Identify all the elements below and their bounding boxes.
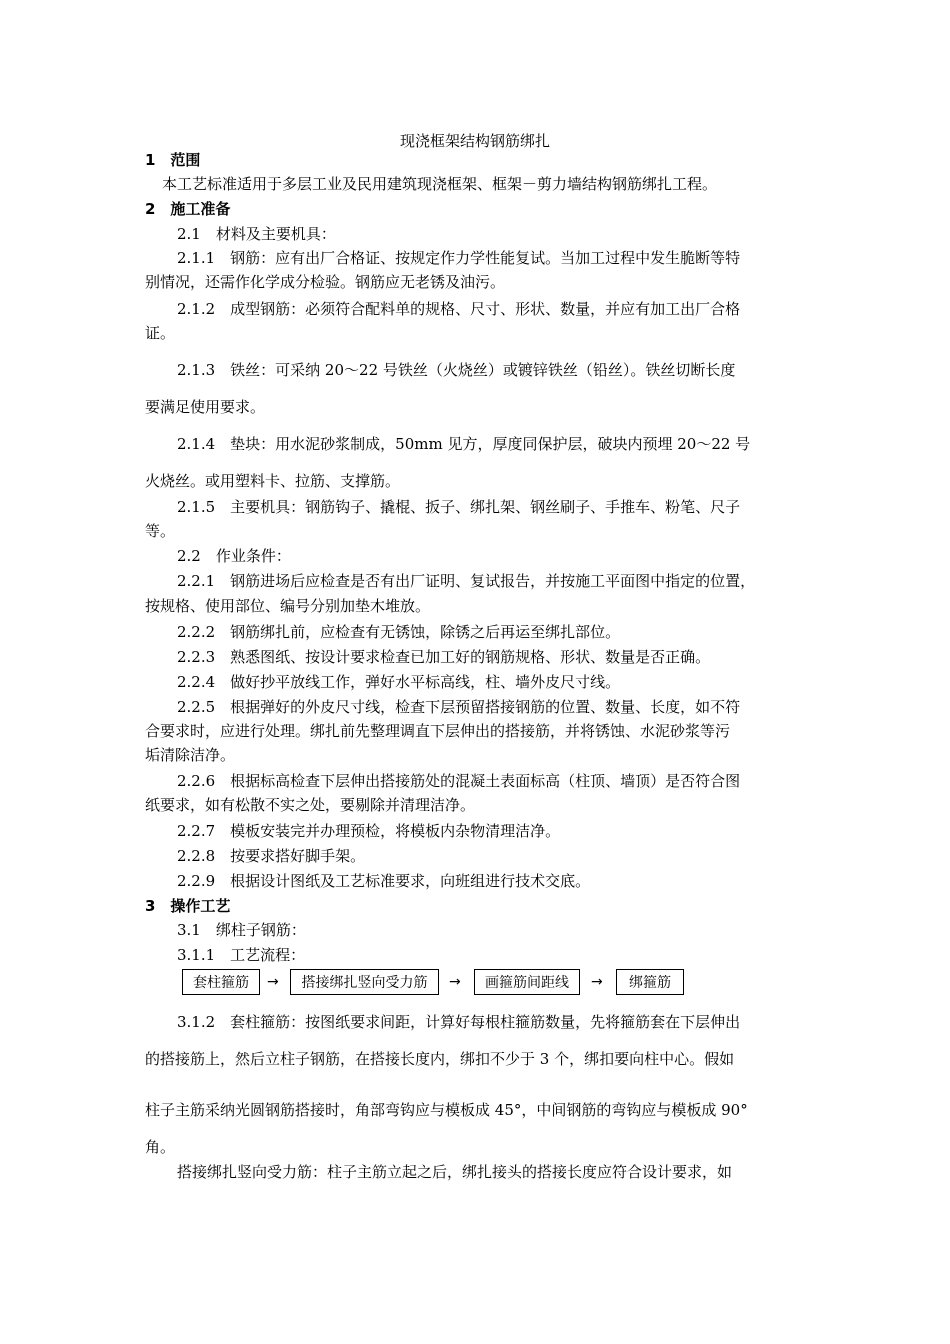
para-2-1-1-line2: 别情况，还需作化学成分检验。钢筋应无老锈及油污。 [145,273,506,291]
flow-step-2: 搭接绑扎竖向受力筋 [290,969,439,995]
flow-arrow-icon: → [267,974,279,990]
para-2-2-1-line1: 2.2.1 钢筋进场后应检查是否有出厂证明、复试报告，并按施工平面图中指定的位置， [177,572,756,590]
flow-step-3: 画箍筋间距线 [474,969,580,995]
section-2-heading: 2 施工准备 [145,200,231,218]
section-3-heading: 3 操作工艺 [145,897,231,915]
para-2-2-7: 2.2.7 模板安装完并办理预检，将模板内杂物清理洁净。 [177,822,561,840]
para-2-1-2-line1: 2.1.2 成型钢筋：必须符合配料单的规格、尺寸、形状、数量，并应有加工出厂合格 [177,300,741,318]
page-title: 现浇框架结构钢筋绑扎 [399,132,550,150]
para-3-1: 3.1 绑柱子钢筋： [177,921,306,939]
para-2-2-5-line3: 垢清除洁净。 [145,746,236,764]
para-2-2-2: 2.2.2 钢筋绑扎前，应检查有无锈蚀，除锈之后再运至绑扎部位。 [177,623,621,641]
para-2-1-2-line2: 证。 [145,324,176,342]
para-2-1-5-line2: 等。 [145,522,176,540]
para-2-1-4-line2: 火烧丝。或用塑料卡、拉筋、支撑筋。 [145,472,401,490]
flow-step-1: 套柱箍筋 [182,969,260,995]
para-3-1-2-line4: 角。 [145,1138,176,1156]
para-2-2: 2.2 作业条件： [177,547,291,565]
para-2-2-6-line2: 纸要求，如有松散不实之处，要剔除并清理洁净。 [145,796,476,814]
para-2-2-9: 2.2.9 根据设计图纸及工艺标准要求，向班组进行技术交底。 [177,872,591,890]
section-1-text: 本工艺标准适用于多层工业及民用建筑现浇框架、框架－剪力墙结构钢筋绑扎工程。 [162,175,718,193]
para-2-2-5-line1: 2.2.5 根据弹好的外皮尺寸线，检查下层预留搭接钢筋的位置、数量、长度，如不符 [177,698,741,716]
para-3-last: 搭接绑扎竖向受力筋：柱子主筋立起之后，绑扎接头的搭接长度应符合设计要求，如 [177,1163,733,1181]
para-2-1-4-line1: 2.1.4 垫块：用水泥砂浆制成，50mm 见方，厚度同保护层，破块内预埋 20～22 号 [177,435,751,453]
flow-arrow-icon: → [449,974,461,990]
para-3-1-1: 3.1.1 工艺流程： [177,946,306,964]
para-2-2-4: 2.2.4 做好抄平放线工作，弹好水平标高线，柱、墙外皮尺寸线。 [177,673,621,691]
para-2-1: 2.1 材料及主要机具： [177,225,336,243]
para-2-2-6-line1: 2.2.6 根据标高检查下层伸出搭接筋处的混凝土表面标高（柱顶、墙顶）是否符合图 [177,772,741,790]
para-3-1-2-line3: 柱子主筋采纳光圆钢筋搭接时，角部弯钩应与模板成 45°，中间钢筋的弯钩应与模板成 90° [145,1101,748,1119]
para-2-2-5-line2: 合要求时，应进行处理。绑扎前先整理调直下层伸出的搭接筋，并将锈蚀、水泥砂浆等污 [145,722,731,740]
para-2-2-8: 2.2.8 按要求搭好脚手架。 [177,847,366,865]
para-2-1-1-line1: 2.1.1 钢筋：应有出厂合格证、按规定作力学性能复试。当加工过程中发生脆断等特 [177,249,741,267]
para-2-2-3: 2.2.3 熟悉图纸、按设计要求检查已加工好的钢筋规格、形状、数量是否正确。 [177,648,711,666]
para-2-1-3-line1: 2.1.3 铁丝：可采纳 20～22 号铁丝（火烧丝）或镀锌铁丝（铅丝）。铁丝切断长度 [177,361,736,379]
section-1-heading: 1 范围 [145,151,201,169]
flow-step-4: 绑箍筋 [616,969,684,995]
para-2-2-1-line2: 按规格、使用部位、编号分别加垫木堆放。 [145,597,431,615]
para-3-1-2-line1: 3.1.2 套柱箍筋：按图纸要求间距，计算好每根柱箍筋数量，先将箍筋套在下层伸出 [177,1013,741,1031]
flow-arrow-icon: → [591,974,603,990]
para-2-1-3-line2: 要满足使用要求。 [145,398,266,416]
para-3-1-2-line2: 的搭接筋上，然后立柱子钢筋，在搭接长度内，绑扣不少于 3 个，绑扣要向柱中心。假如 [145,1050,735,1068]
para-2-1-5-line1: 2.1.5 主要机具：钢筋钩子、撬棍、扳子、绑扎架、钢丝刷子、手推车、粉笔、尺子 [177,498,741,516]
